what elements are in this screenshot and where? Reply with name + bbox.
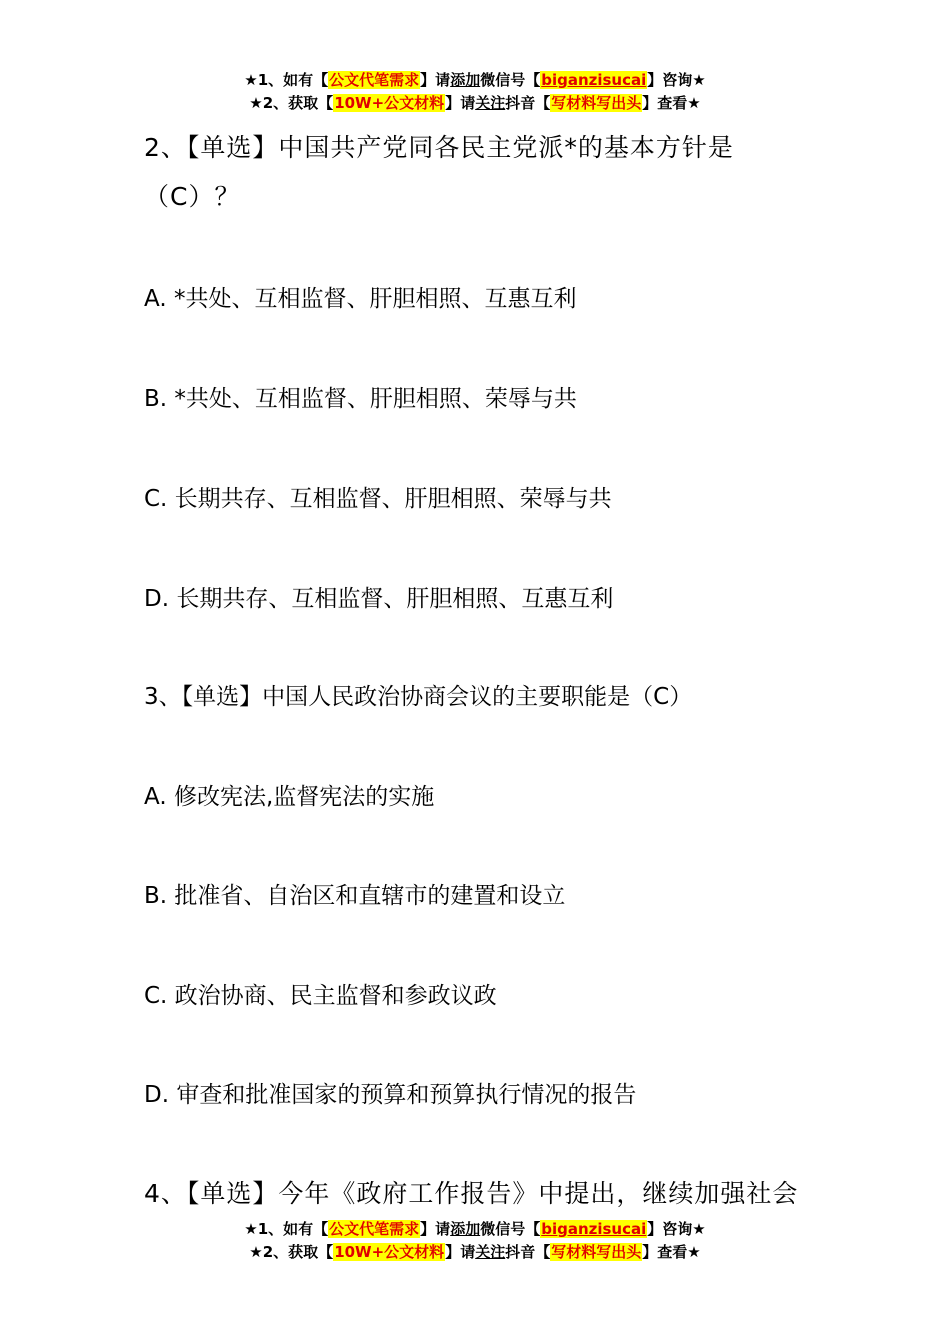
banner-text: 】请 <box>445 94 476 112</box>
question-3-option-b: B. 批准省、自治区和直辖市的建置和设立 <box>144 883 566 909</box>
douyin-account-highlight: 写材料写出头 <box>551 94 642 112</box>
material-highlight: 10W+公文材料 <box>334 1243 445 1261</box>
banner-text: ★2、获取【 <box>249 94 334 112</box>
banner-underline: 关注 <box>475 1243 506 1261</box>
banner-text: 】请 <box>420 1220 451 1238</box>
banner-text: 抖音【 <box>505 94 551 112</box>
banner-text: 微信号【 <box>480 71 541 89</box>
banner-text: 】咨询★ <box>647 71 706 89</box>
banner-text: ★2、获取【 <box>249 1243 334 1261</box>
banner-underline: 添加 <box>450 71 481 89</box>
service-highlight: 公文代笔需求 <box>329 71 420 89</box>
banner-underline: 关注 <box>475 94 506 112</box>
question-3-option-a: A. 修改宪法,监督宪法的实施 <box>144 784 435 810</box>
material-highlight: 10W+公文材料 <box>334 94 445 112</box>
question-3-option-c: C. 政治协商、民主监督和参政议政 <box>144 983 497 1009</box>
banner-line-2 <box>0 1241 950 1264</box>
banner-line-1 <box>0 1218 950 1241</box>
service-highlight: 公文代笔需求 <box>329 1220 420 1238</box>
banner-text: ★1、如有【 <box>244 1220 329 1238</box>
banner-line-1 <box>0 69 950 92</box>
header-banner <box>0 69 950 115</box>
banner-text: 】咨询★ <box>647 1220 706 1238</box>
question-2-option-b: B. *共处、互相监督、肝胆相照、荣辱与共 <box>144 386 577 412</box>
banner-text: ★1、如有【 <box>244 71 329 89</box>
question-4-stem: 4、【单选】今年《政府工作报告》中提出，继续加强社会 <box>144 1179 799 1208</box>
wechat-id-link[interactable]: biganzisucai <box>541 71 647 89</box>
banner-text: 微信号【 <box>480 1220 541 1238</box>
question-3-option-d: D. 审查和批准国家的预算和预算执行情况的报告 <box>144 1082 637 1108</box>
question-2-option-a: A. *共处、互相监督、肝胆相照、互惠互利 <box>144 286 577 312</box>
question-3-stem: 3、【单选】中国人民政治协商会议的主要职能是（C） <box>144 684 693 710</box>
banner-text: 】查看★ <box>642 94 701 112</box>
question-2-answer: （C）？ <box>144 182 241 211</box>
question-2-option-d: D. 长期共存、互相监督、肝胆相照、互惠互利 <box>144 586 614 612</box>
banner-line-2 <box>0 92 950 115</box>
banner-underline: 添加 <box>450 1220 481 1238</box>
question-2-option-c: C. 长期共存、互相监督、肝胆相照、荣辱与共 <box>144 486 612 512</box>
banner-text: 抖音【 <box>505 1243 551 1261</box>
question-2-stem: 2、【单选】中国共产党同各民主党派*的基本方针是 <box>144 133 734 162</box>
footer-banner <box>0 1218 950 1264</box>
banner-text: 】查看★ <box>642 1243 701 1261</box>
wechat-id-link[interactable]: biganzisucai <box>541 1220 647 1238</box>
banner-text: 】请 <box>420 71 451 89</box>
banner-text: 】请 <box>445 1243 476 1261</box>
douyin-account-highlight: 写材料写出头 <box>551 1243 642 1261</box>
